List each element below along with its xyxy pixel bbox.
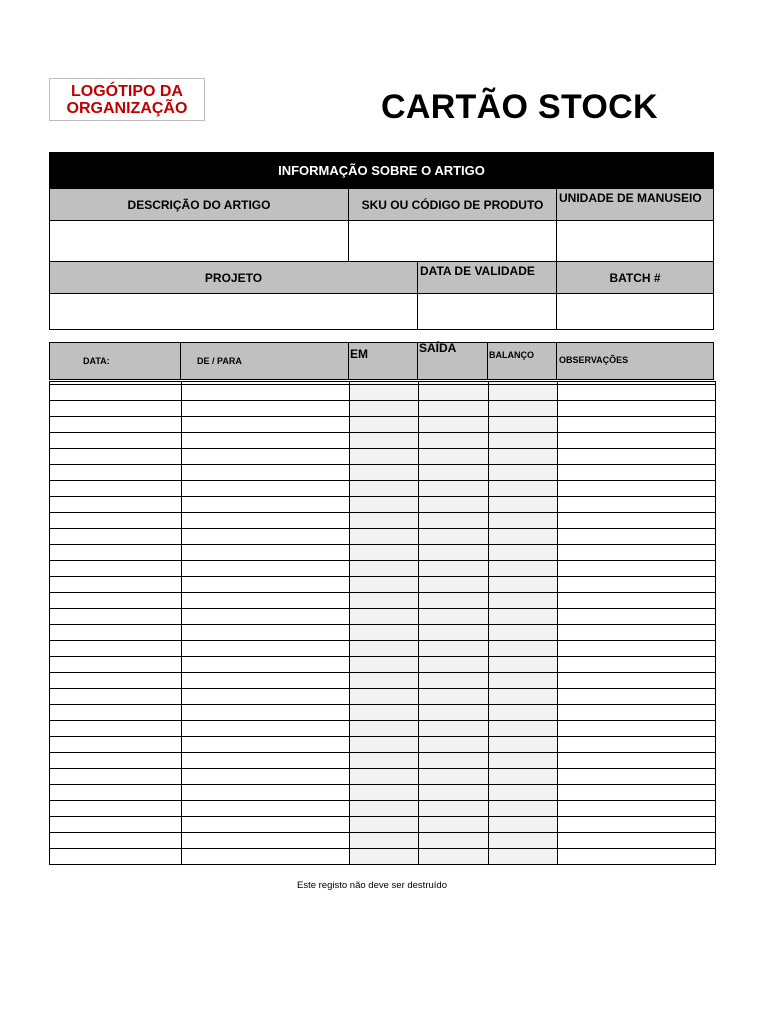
footer-note: Este registo não deve ser destruído [297, 880, 447, 891]
expiry-label: DATA DE VALIDADE [420, 264, 535, 278]
log-cell-from-to[interactable] [182, 673, 350, 689]
log-cell-out[interactable] [419, 849, 489, 865]
log-cell-from-to[interactable] [182, 593, 350, 609]
log-header-date-label: DATA: [83, 356, 110, 366]
project-label: PROJETO [204, 270, 263, 285]
unit-label: UNIDADE DE MANUSEIO [559, 191, 702, 205]
log-cell-balance[interactable] [489, 593, 558, 609]
log-header-balance-label: BALANÇO [489, 350, 534, 360]
log-cell-date[interactable] [50, 817, 182, 833]
log-cell-notes[interactable] [558, 545, 716, 561]
log-cell-date[interactable] [50, 385, 182, 401]
log-cell-balance[interactable] [489, 625, 558, 641]
log-cell-in[interactable] [350, 833, 419, 849]
table-row [50, 625, 716, 641]
log-cell-date[interactable] [50, 529, 182, 545]
table-row [50, 481, 716, 497]
log-cell-notes[interactable] [558, 705, 716, 721]
table-row [50, 833, 716, 849]
log-cell-from-to[interactable] [182, 401, 350, 417]
log-cell-notes[interactable] [558, 833, 716, 849]
log-header-from-to-label: DE / PARA [197, 356, 242, 366]
log-cell-balance[interactable] [489, 657, 558, 673]
log-cell-balance[interactable] [489, 513, 558, 529]
table-row [50, 705, 716, 721]
log-cell-notes[interactable] [558, 769, 716, 785]
log-cell-balance[interactable] [489, 449, 558, 465]
description-field[interactable] [49, 220, 349, 262]
log-cell-from-to[interactable] [182, 545, 350, 561]
log-cell-date[interactable] [50, 625, 182, 641]
log-cell-balance[interactable] [489, 817, 558, 833]
log-cell-out[interactable] [419, 401, 489, 417]
log-cell-notes[interactable] [558, 609, 716, 625]
log-cell-in[interactable] [350, 481, 419, 497]
log-cell-in[interactable] [350, 625, 419, 641]
table-row [50, 385, 716, 401]
table-row [50, 593, 716, 609]
log-cell-notes[interactable] [558, 817, 716, 833]
log-cell-notes[interactable] [558, 385, 716, 401]
log-cell-notes[interactable] [558, 753, 716, 769]
log-cell-date[interactable] [50, 465, 182, 481]
unit-field[interactable] [556, 220, 714, 262]
log-cell-balance[interactable] [489, 497, 558, 513]
log-cell-date[interactable] [50, 673, 182, 689]
log-cell-balance[interactable] [489, 401, 558, 417]
log-cell-out[interactable] [419, 721, 489, 737]
table-row [50, 753, 716, 769]
log-cell-from-to[interactable] [182, 449, 350, 465]
log-cell-from-to[interactable] [182, 817, 350, 833]
table-row [50, 561, 716, 577]
log-cell-date[interactable] [50, 689, 182, 705]
log-cell-in[interactable] [350, 689, 419, 705]
log-cell-in[interactable] [350, 673, 419, 689]
log-cell-in[interactable] [350, 385, 419, 401]
log-cell-out[interactable] [419, 801, 489, 817]
log-cell-date[interactable] [50, 401, 182, 417]
table-row [50, 577, 716, 593]
log-cell-from-to[interactable] [182, 577, 350, 593]
log-header-in [348, 342, 418, 380]
log-header-notes-label: OBSERVAÇÕES [559, 355, 629, 365]
log-cell-out[interactable] [419, 673, 489, 689]
log-cell-date[interactable] [50, 849, 182, 865]
description-label-cell [49, 188, 349, 221]
log-cell-from-to[interactable] [182, 753, 350, 769]
log-cell-from-to[interactable] [182, 465, 350, 481]
log-cell-notes[interactable] [558, 593, 716, 609]
log-cell-notes[interactable] [558, 401, 716, 417]
table-row [50, 417, 716, 433]
log-cell-date[interactable] [50, 609, 182, 625]
log-cell-notes[interactable] [558, 513, 716, 529]
log-cell-from-to[interactable] [182, 529, 350, 545]
table-row [50, 401, 716, 417]
log-cell-notes[interactable] [558, 641, 716, 657]
log-cell-from-to[interactable] [182, 689, 350, 705]
log-header-date [49, 342, 181, 380]
organization-logo-placeholder: LOGÓTIPO DA ORGANIZAÇÃO [49, 78, 205, 121]
log-cell-out[interactable] [419, 753, 489, 769]
log-cell-in[interactable] [350, 801, 419, 817]
table-row [50, 817, 716, 833]
log-cell-from-to[interactable] [182, 385, 350, 401]
log-cell-from-to[interactable] [182, 513, 350, 529]
log-cell-date[interactable] [50, 433, 182, 449]
sku-label-cell [348, 188, 557, 221]
log-cell-balance[interactable] [489, 785, 558, 801]
log-cell-date[interactable] [50, 737, 182, 753]
table-row [50, 737, 716, 753]
log-cell-date[interactable] [50, 641, 182, 657]
table-row [50, 769, 716, 785]
log-cell-out[interactable] [419, 609, 489, 625]
log-cell-out[interactable] [419, 545, 489, 561]
log-header-from-to [180, 342, 349, 380]
log-cell-from-to[interactable] [182, 737, 350, 753]
log-cell-in[interactable] [350, 417, 419, 433]
log-cell-in[interactable] [350, 433, 419, 449]
log-cell-out[interactable] [419, 561, 489, 577]
log-cell-from-to[interactable] [182, 433, 350, 449]
log-cell-from-to[interactable] [182, 657, 350, 673]
log-cell-in[interactable] [350, 609, 419, 625]
log-cell-in[interactable] [350, 593, 419, 609]
project-label-cell [49, 261, 418, 294]
log-cell-balance[interactable] [489, 721, 558, 737]
log-cell-notes[interactable] [558, 497, 716, 513]
log-cell-date[interactable] [50, 545, 182, 561]
log-cell-notes[interactable] [558, 849, 716, 865]
log-cell-in[interactable] [350, 721, 419, 737]
log-cell-date[interactable] [50, 705, 182, 721]
log-cell-balance[interactable] [489, 433, 558, 449]
log-cell-in[interactable] [350, 529, 419, 545]
log-cell-date[interactable] [50, 801, 182, 817]
log-cell-date[interactable] [50, 481, 182, 497]
log-cell-notes[interactable] [558, 689, 716, 705]
log-cell-out[interactable] [419, 817, 489, 833]
log-cell-out[interactable] [419, 417, 489, 433]
log-cell-out[interactable] [419, 497, 489, 513]
table-row [50, 801, 716, 817]
log-cell-from-to[interactable] [182, 785, 350, 801]
log-cell-date[interactable] [50, 577, 182, 593]
log-header-out-label: SAÍDA [419, 341, 457, 355]
log-cell-date[interactable] [50, 449, 182, 465]
log-cell-out[interactable] [419, 737, 489, 753]
log-cell-notes[interactable] [558, 561, 716, 577]
log-cell-notes[interactable] [558, 481, 716, 497]
log-cell-notes[interactable] [558, 577, 716, 593]
log-cell-out[interactable] [419, 833, 489, 849]
log-header-out [417, 342, 488, 380]
page-title: CARTÃO STOCK [381, 88, 658, 126]
log-cell-from-to[interactable] [182, 705, 350, 721]
log-cell-out[interactable] [419, 449, 489, 465]
log-cell-in[interactable] [350, 849, 419, 865]
item-info-header-label: INFORMAÇÃO SOBRE O ARTIGO [278, 163, 485, 178]
log-cell-balance[interactable] [489, 641, 558, 657]
log-cell-out[interactable] [419, 577, 489, 593]
stock-log-body [50, 382, 716, 865]
log-cell-from-to[interactable] [182, 625, 350, 641]
table-row [50, 497, 716, 513]
log-cell-from-to[interactable] [182, 609, 350, 625]
expiry-field[interactable] [417, 293, 557, 330]
log-cell-balance[interactable] [489, 705, 558, 721]
table-row [50, 513, 716, 529]
log-cell-balance[interactable] [489, 529, 558, 545]
log-cell-balance[interactable] [489, 545, 558, 561]
log-cell-notes[interactable] [558, 433, 716, 449]
expiry-label-cell [417, 261, 557, 294]
log-cell-out[interactable] [419, 657, 489, 673]
log-cell-from-to[interactable] [182, 849, 350, 865]
log-header-in-label: EM [350, 347, 368, 361]
log-cell-in[interactable] [350, 513, 419, 529]
table-row [50, 545, 716, 561]
log-cell-out[interactable] [419, 513, 489, 529]
log-cell-date[interactable] [50, 721, 182, 737]
sku-label: SKU OU CÓDIGO DE PRODUTO [361, 197, 544, 212]
log-cell-balance[interactable] [489, 465, 558, 481]
log-cell-date[interactable] [50, 497, 182, 513]
table-row [50, 609, 716, 625]
log-cell-out[interactable] [419, 689, 489, 705]
table-row [50, 465, 716, 481]
log-cell-notes[interactable] [558, 673, 716, 689]
table-row [50, 529, 716, 545]
log-cell-balance[interactable] [489, 481, 558, 497]
table-row [50, 721, 716, 737]
table-row [50, 689, 716, 705]
log-cell-out[interactable] [419, 465, 489, 481]
log-cell-notes[interactable] [558, 737, 716, 753]
log-cell-balance[interactable] [489, 561, 558, 577]
log-cell-balance[interactable] [489, 801, 558, 817]
log-cell-from-to[interactable] [182, 769, 350, 785]
log-cell-out[interactable] [419, 433, 489, 449]
log-cell-from-to[interactable] [182, 481, 350, 497]
log-cell-date[interactable] [50, 417, 182, 433]
log-cell-notes[interactable] [558, 529, 716, 545]
log-cell-in[interactable] [350, 817, 419, 833]
log-cell-balance[interactable] [489, 849, 558, 865]
log-cell-from-to[interactable] [182, 641, 350, 657]
log-cell-in[interactable] [350, 577, 419, 593]
log-cell-in[interactable] [350, 497, 419, 513]
log-cell-out[interactable] [419, 769, 489, 785]
table-row [50, 785, 716, 801]
log-cell-in[interactable] [350, 465, 419, 481]
project-field[interactable] [49, 293, 418, 330]
batch-label: BATCH # [609, 270, 661, 285]
log-cell-out[interactable] [419, 785, 489, 801]
log-cell-balance[interactable] [489, 769, 558, 785]
log-cell-notes[interactable] [558, 801, 716, 817]
log-cell-in[interactable] [350, 705, 419, 721]
log-cell-out[interactable] [419, 641, 489, 657]
log-cell-notes[interactable] [558, 449, 716, 465]
log-cell-notes[interactable] [558, 417, 716, 433]
log-cell-date[interactable] [50, 753, 182, 769]
log-header-balance [487, 342, 557, 380]
log-cell-date[interactable] [50, 593, 182, 609]
log-cell-in[interactable] [350, 753, 419, 769]
batch-label-cell [556, 261, 714, 294]
table-row [50, 449, 716, 465]
log-cell-in[interactable] [350, 545, 419, 561]
log-cell-out[interactable] [419, 705, 489, 721]
log-cell-in[interactable] [350, 737, 419, 753]
log-cell-out[interactable] [419, 593, 489, 609]
log-cell-out[interactable] [419, 625, 489, 641]
log-cell-date[interactable] [50, 769, 182, 785]
log-cell-notes[interactable] [558, 785, 716, 801]
log-cell-notes[interactable] [558, 721, 716, 737]
log-cell-from-to[interactable] [182, 721, 350, 737]
log-cell-balance[interactable] [489, 385, 558, 401]
log-cell-notes[interactable] [558, 465, 716, 481]
log-cell-date[interactable] [50, 785, 182, 801]
log-cell-out[interactable] [419, 481, 489, 497]
log-cell-date[interactable] [50, 833, 182, 849]
log-cell-balance[interactable] [489, 833, 558, 849]
log-cell-balance[interactable] [489, 577, 558, 593]
description-label: DESCRIÇÃO DO ARTIGO [127, 197, 271, 212]
log-cell-balance[interactable] [489, 689, 558, 705]
log-cell-in[interactable] [350, 769, 419, 785]
log-cell-in[interactable] [350, 401, 419, 417]
batch-field[interactable] [556, 293, 714, 330]
log-cell-balance[interactable] [489, 737, 558, 753]
log-cell-from-to[interactable] [182, 561, 350, 577]
log-cell-balance[interactable] [489, 673, 558, 689]
table-row [50, 641, 716, 657]
table-row [50, 433, 716, 449]
table-row [50, 849, 716, 865]
log-cell-from-to[interactable] [182, 801, 350, 817]
log-cell-notes[interactable] [558, 657, 716, 673]
log-cell-date[interactable] [50, 513, 182, 529]
log-cell-balance[interactable] [489, 753, 558, 769]
log-cell-in[interactable] [350, 449, 419, 465]
unit-label-cell [556, 188, 714, 221]
log-cell-date[interactable] [50, 561, 182, 577]
log-cell-balance[interactable] [489, 609, 558, 625]
log-cell-notes[interactable] [558, 625, 716, 641]
log-cell-in[interactable] [350, 657, 419, 673]
table-row [50, 657, 716, 673]
log-cell-in[interactable] [350, 641, 419, 657]
log-cell-out[interactable] [419, 529, 489, 545]
log-cell-from-to[interactable] [182, 497, 350, 513]
log-cell-in[interactable] [350, 785, 419, 801]
log-cell-from-to[interactable] [182, 417, 350, 433]
stock-log-table [49, 381, 716, 865]
log-cell-out[interactable] [419, 385, 489, 401]
log-cell-from-to[interactable] [182, 833, 350, 849]
log-cell-balance[interactable] [489, 417, 558, 433]
item-info-header [49, 152, 714, 189]
table-row [50, 673, 716, 689]
log-cell-in[interactable] [350, 561, 419, 577]
sku-field[interactable] [348, 220, 557, 262]
log-cell-date[interactable] [50, 657, 182, 673]
log-header-notes [556, 342, 714, 380]
